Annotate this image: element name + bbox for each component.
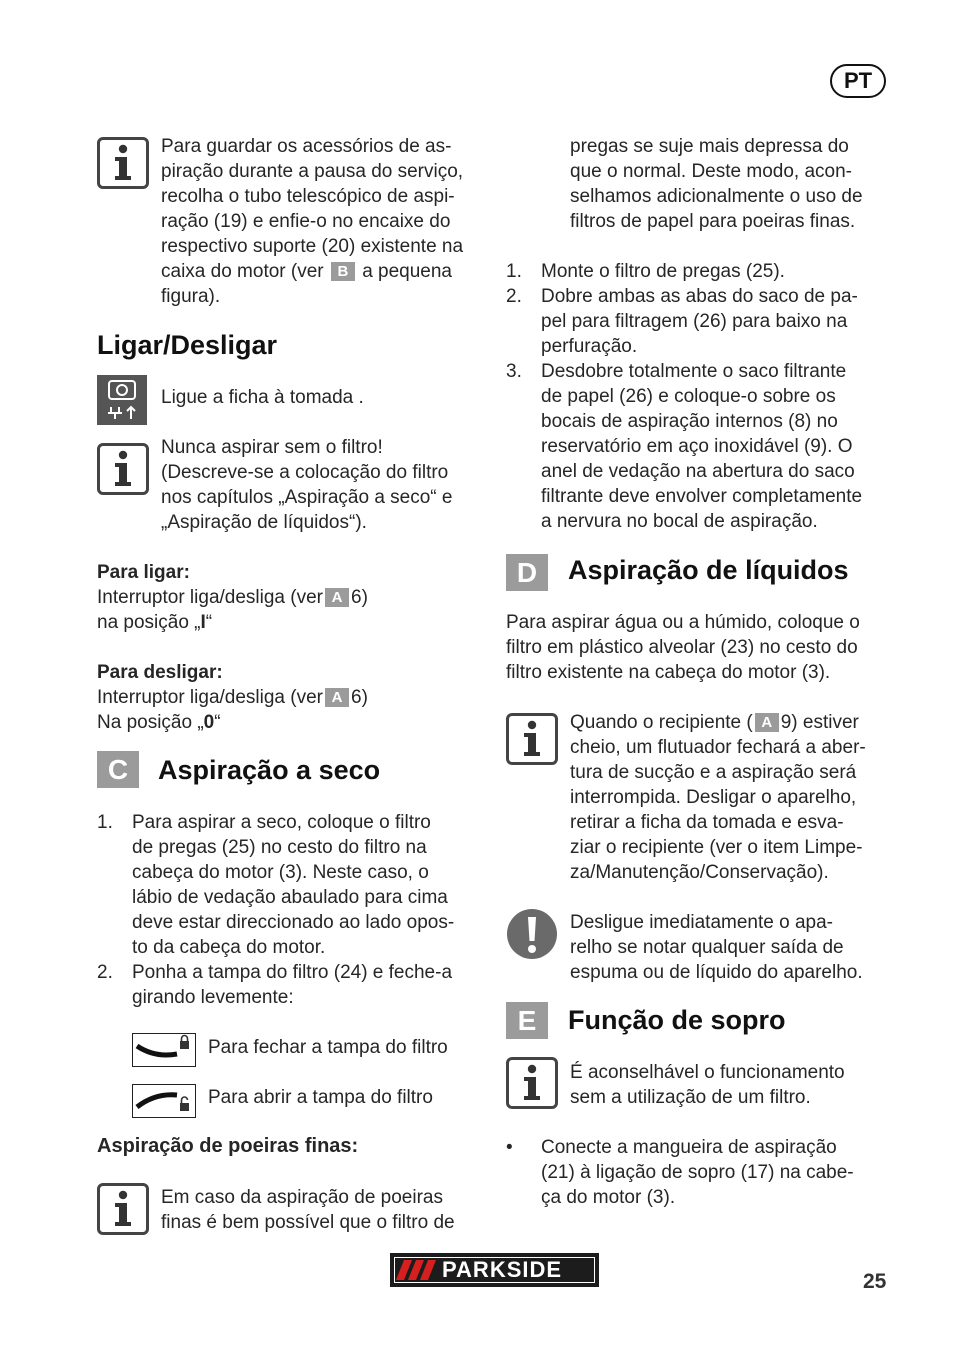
fine-dust-continued: pregas se suje mais depressa do que o normal. Deste modo, acon- selhamos adicionalmente o uso de filtros de papel para poeiras finas. [570,136,863,232]
open-lid-label: Para abrir a tampa do filtro [208,1087,433,1108]
lock-open-icon [132,1084,196,1118]
switch-on-title: Para ligar: [97,562,190,583]
heading-blow-function: Função de sopro [568,1005,786,1035]
heading-liquid-vacuuming: Aspiração de líquidos [568,555,849,585]
info-note-filter: Nunca aspirar sem o filtro! (Descreve-se a colocação do filtro nos capítulos „Aspiração a seco“ e „Aspiração de líquidos“). [161,437,453,533]
liquid-paragraph: Para aspirar água ou a húmido, coloque o filtro em plástico alveolar (23) no cesto do filtro existente na cabeça do motor (3). [506,612,860,683]
info-note-float: Quando o recipiente ( A 9) estiver cheio, um flutuador fechará a aber- tura de sucção e a aspiração será interrompida. Desligar o aparelho, retirar a ficha da tomada e esva- ziar o recipiente (ver o item Limpe- za/Manutenção/Conservação). [570,712,866,883]
plug-instruction: Ligue a ficha à tomada . [161,387,364,408]
list-item: 1. Para aspirar a seco, coloque o filtro de pregas (25) no cesto do filtro na cabeça do motor (3). Neste caso, o lábio de vedação abaulado para cima deve estar direccionado ao lado opos- to da cabeça do motor. [97,812,455,958]
brand-logo [390,1253,599,1287]
close-lid-label: Para fechar a tampa do filtro [208,1037,448,1058]
figure-ref-badge: A [325,688,349,707]
list-item: 2. Dobre ambas as abas do saco de pa- pel para filtragem (26) para baixo na perfuração. [506,286,858,357]
list-item: • Conecte a mangueira de aspiração (21) à ligação de sopro (17) na cabe- ça do motor (3). [506,1137,854,1208]
heading-dry-vacuuming: Aspiração a seco [158,755,381,785]
lock-closed-icon [132,1033,196,1067]
figure-ref-badge: A [755,713,779,732]
figure-ref-badge: A [325,588,349,607]
info-icon [506,1057,558,1109]
switch-off-block: Para desligar: Interruptor liga/desliga (ver A 6) Na posição „0“ [97,660,477,735]
dry-steps-list [97,810,497,1010]
paper-bag-steps-list [506,259,906,534]
warning-exclamation-icon [506,908,558,960]
blow-bullet-list [506,1135,906,1210]
list-item: 3. Desdobre totalmente o saco filtrante de papel (26) e coloque-o sobre os bocais de aspiração internos (8) no reservatório em aço inoxidável (9). O anel de vedação na abertura do saco filtrante deve envolver completamente a nervura no bocal de aspiração. [506,361,863,532]
info-note-blow: É aconselhável o funcionamento sem a utilização de um filtro. [570,1062,845,1108]
info-icon [506,713,558,765]
heading-fine-dust: Aspiração de poeiras finas: [97,1135,359,1157]
info-icon [97,137,149,189]
heading-ligar-desligar: Ligar/Desligar [97,330,278,360]
language-badge: PT [830,64,886,98]
switch-on-block: Para ligar: Interruptor liga/desliga (ver A 6) na posição „I“ [97,560,477,635]
info-note-storage: Para guardar os acessórios de as- piração durante a pausa do serviço, recolha o tubo telescópico de aspi- ração (19) e enfie-o no encaixe do respectivo suporte (20) existente na caixa do motor (ver B a pequena figura). [161,136,464,307]
section-letter-d: D [506,554,548,591]
list-item: 2. Ponha a tampa do filtro (24) e feche-a girando levemente: [97,962,453,1008]
info-icon [97,1183,149,1235]
section-letter-c: C [97,751,139,788]
switch-off-title: Para desligar: [97,662,223,683]
warning-note: Desligue imediatamente o apa- relho se notar qualquer saída de espuma ou de líquido do aparelho. [570,912,863,983]
info-icon [97,443,149,495]
info-note-fine-dust: Em caso da aspiração de poeiras finas é bem possível que o filtro de [161,1187,455,1233]
page-number: 25 [863,1270,887,1293]
plug-icon [97,375,147,425]
figure-ref-badge: B [331,262,355,281]
section-letter-e: E [506,1002,548,1039]
list-item: 1. Monte o filtro de pregas (25). [506,261,785,282]
brand-name: PARKSIDE [442,1257,563,1282]
